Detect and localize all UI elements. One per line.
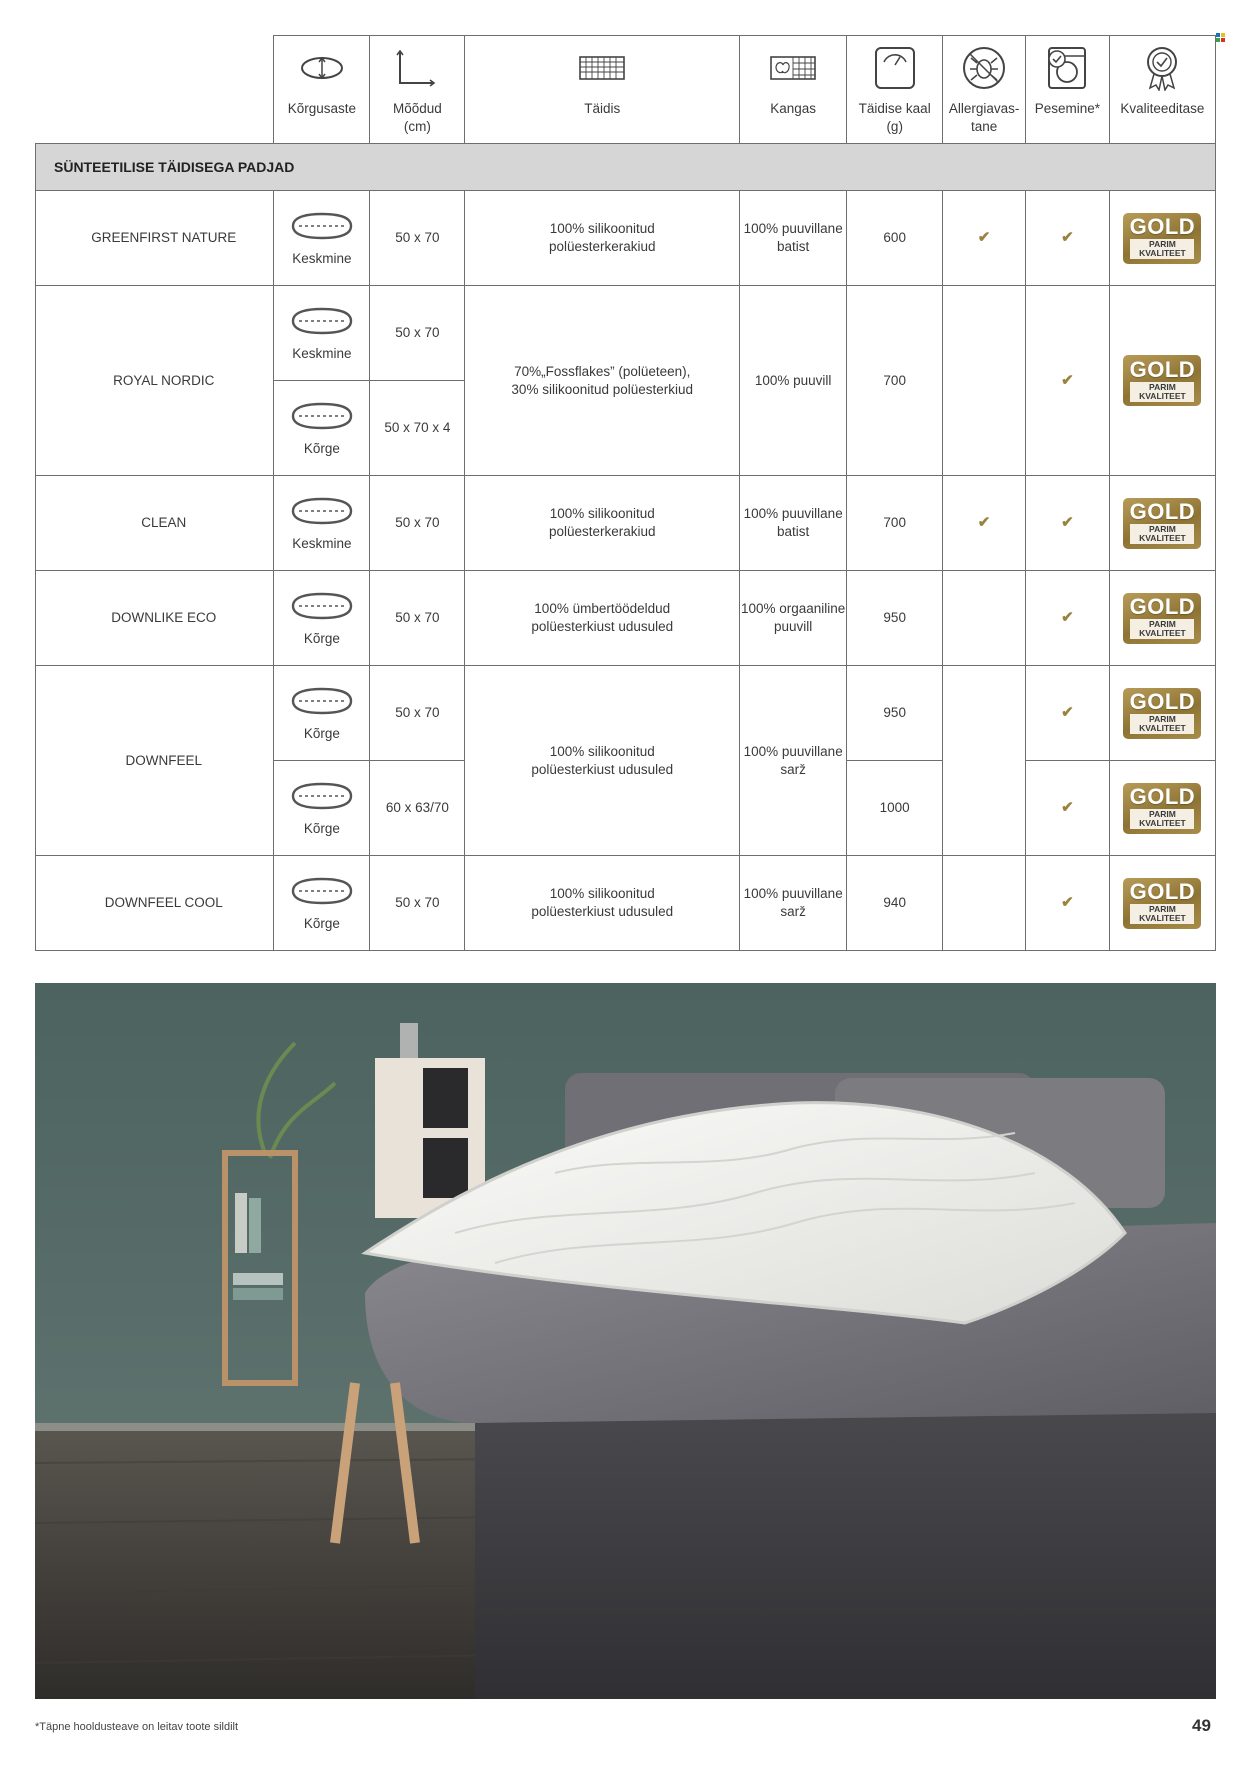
header-allergy [943,36,1026,144]
height-label: Keskmine [292,346,352,361]
check-icon: ✔ [1061,704,1074,721]
filling-cell: 100% silikoonitud polüesterkerakiud [465,191,740,286]
weight-cell: 700 [847,476,943,571]
mite-icon [961,45,1007,91]
pillow-icon [289,493,355,529]
header-weight-label: Täidise kaal (g) [858,101,931,134]
check-icon: ✔ [1061,371,1074,389]
height-label: Keskmine [292,251,352,266]
quality-cell [1109,666,1215,761]
allergy-cell [943,571,1026,666]
height-cell [274,761,370,856]
quality-cell [1109,761,1215,856]
pillow-height-icon [299,48,345,88]
height-cell [274,286,370,381]
height-label: Kõrge [303,821,340,836]
height-label: Kõrge [303,916,340,931]
header-quality [1109,36,1215,144]
filling-cell: 100% silikoonitud polüesterkiust udusuled [465,856,740,951]
size-cell: 50 x 70 [370,286,465,381]
product-name: DOWNFEEL COOL [36,856,274,951]
table-row [36,571,1216,666]
fabric-cell: 100% puuvillane sarž [740,856,847,951]
header-washing [1026,36,1110,144]
allergy-cell [943,476,1026,571]
quality-cell [1109,286,1215,476]
fabric-cell: 100% puuvillane sarž [740,666,847,856]
header-allergy-label: Allergiavas- tane [948,101,1020,134]
gold-quality-badge: GOLD PARIM KVALITEET [1123,783,1201,834]
weight-cell: 700 [847,286,943,476]
weight-cell: 950 [847,666,943,761]
washing-cell [1026,476,1110,571]
dimensions-icon [394,47,440,89]
gold-quality-badge: GOLD PARIM KVALITEET [1123,593,1201,644]
table-row [36,191,1216,286]
washing-cell [1026,191,1110,286]
pillow-icon [289,873,355,909]
header-quality-label: Kvaliteeditase [1120,101,1205,116]
fabric-cell: 100% puuvillane batist [740,191,847,286]
scale-icon [873,45,917,91]
washing-cell [1026,666,1110,761]
washing-cell [1026,761,1110,856]
table-row [36,856,1216,951]
check-icon: ✔ [977,514,991,531]
product-name: GREENFIRST NATURE [36,191,274,286]
table-row [36,286,1216,381]
size-cell: 50 x 70 [370,856,465,951]
size-cell: 50 x 70 [370,571,465,666]
washing-cell [1026,286,1110,476]
check-icon: ✔ [1061,229,1074,246]
header-blank-cell [36,36,274,144]
height-cell [274,571,370,666]
product-name: ROYAL NORDIC [36,286,274,476]
bedroom-pillow-photo [35,983,1216,1699]
size-cell: 50 x 70 [370,191,465,286]
check-icon: ✔ [1061,514,1074,531]
pillow-comparison-table [35,35,1216,951]
header-filling-label: Täidis [584,101,621,116]
product-name: DOWNLIKE ECO [36,571,274,666]
quality-cell [1109,571,1215,666]
header-fabric [740,36,847,144]
fabric-cell: 100% puuvillane batist [740,476,847,571]
weight-cell: 600 [847,191,943,286]
header-washing-label: Pesemine* [1034,101,1101,116]
header-dimensions [370,36,465,144]
height-cell [274,381,370,476]
brand-color-squares-icon [1216,33,1228,42]
height-cell [274,856,370,951]
size-cell: 60 x 63/70 [370,761,465,856]
quality-cell [1109,191,1215,286]
filling-cell: 100% silikoonitud polüesterkiust udusuled [465,666,740,856]
pillow-icon [289,398,355,434]
filling-cell: 100% ümbertöödeldud polüesterkiust udusuled [465,571,740,666]
gold-quality-badge: GOLD PARIM KVALITEET [1123,213,1201,264]
washing-machine-icon [1044,45,1090,91]
gold-quality-badge: GOLD PARIM KVALITEET [1123,355,1201,406]
height-label: Kõrge [303,631,340,646]
weight-cell: 940 [847,856,943,951]
pillow-icon [289,683,355,719]
section-title: SÜNTEETILISE TÄIDISEGA PADJAD [36,144,1216,191]
washing-cell [1026,571,1110,666]
header-height [274,36,370,144]
height-cell [274,191,370,286]
check-icon: ✔ [1061,799,1074,816]
gold-quality-badge: GOLD PARIM KVALITEET [1123,498,1201,549]
allergy-cell [943,286,1026,476]
washing-cell [1026,856,1110,951]
pillow-icon [289,588,355,624]
header-filling [465,36,740,144]
header-fabric-label: Kangas [770,101,817,116]
weight-cell: 1000 [847,761,943,856]
filling-icon [577,53,627,83]
gold-quality-badge: GOLD PARIM KVALITEET [1123,688,1201,739]
header-dimensions-label: Mõõdud (cm) [392,101,442,134]
quality-rosette-icon [1142,45,1182,91]
weight-cell: 950 [847,571,943,666]
check-icon: ✔ [1061,609,1074,626]
table-header-row [36,36,1216,144]
product-name: CLEAN [36,476,274,571]
gold-quality-badge: GOLD PARIM KVALITEET [1123,878,1201,929]
fabric-cell: 100% puuvill [740,286,847,476]
fabric-cell: 100% orgaaniline puuvill [740,571,847,666]
quality-cell [1109,856,1215,951]
allergy-cell [943,666,1026,856]
size-cell: 50 x 70 [370,476,465,571]
quality-cell [1109,476,1215,571]
size-cell: 50 x 70 x 4 [370,381,465,476]
table-row [36,666,1216,761]
section-row [36,144,1216,191]
allergy-cell [943,191,1026,286]
filling-cell: 70%„Fossflakes” (polüeteen), 30% silikoonitud polüesterkiud [465,286,740,476]
size-cell: 50 x 70 [370,666,465,761]
page-number: 49 [1192,1716,1211,1735]
height-label: Keskmine [292,536,352,551]
table-row [36,476,1216,571]
pillow-icon [289,208,355,244]
check-icon: ✔ [977,229,991,246]
header-weight [847,36,943,144]
pillow-icon [289,778,355,814]
pillow-icon [289,303,355,339]
height-cell [274,666,370,761]
filling-cell: 100% silikoonitud polüesterkerakiud [465,476,740,571]
allergy-cell [943,856,1026,951]
height-label: Kõrge [303,726,340,741]
fabric-cotton-icon [768,53,818,83]
footnote: *Täpne hooldusteave on leitav toote sildilt [35,1721,239,1733]
height-cell [274,476,370,571]
header-height-label: Kõrgusaste [287,101,357,116]
check-icon: ✔ [1061,894,1074,911]
product-name: DOWNFEEL [36,666,274,856]
height-label: Kõrge [303,441,340,456]
